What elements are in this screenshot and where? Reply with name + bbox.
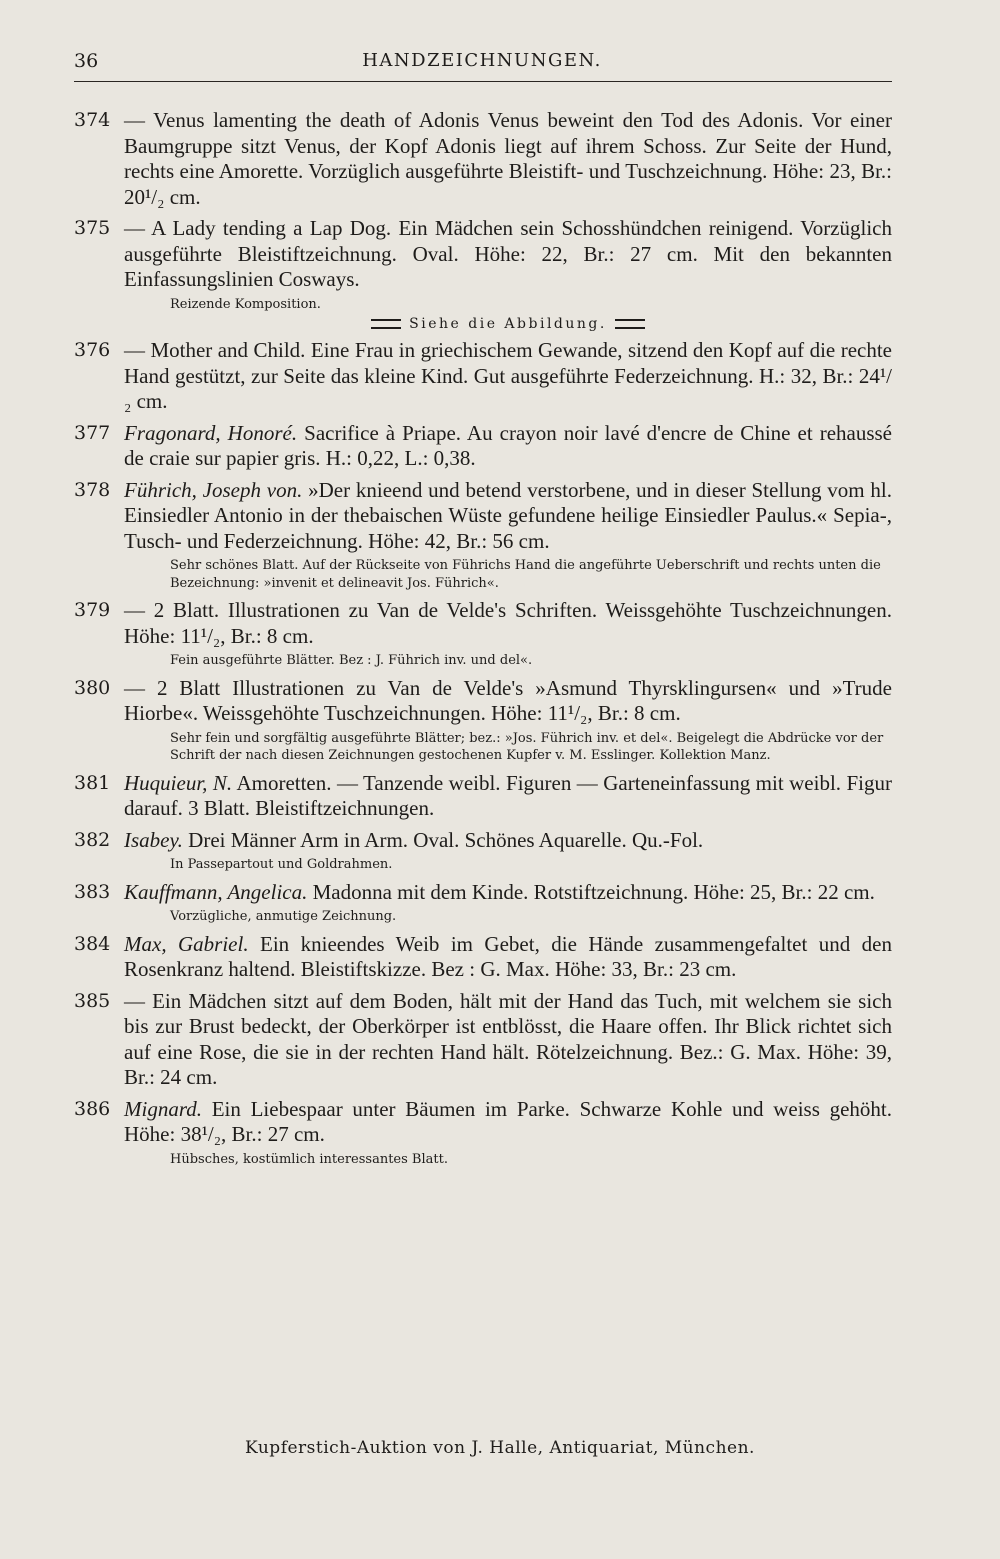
entry-number: 386 [74,1097,111,1120]
entry-description [124,478,892,555]
entry-description [124,771,892,822]
catalog-entry [0,338,892,415]
illustration-reference-text: Siehe die Abbildung. [409,316,607,332]
page-header [74,50,890,80]
artist-name: Mignard. [124,1096,202,1121]
entry-number: 384 [74,932,111,955]
double-rule-mark [615,319,645,329]
catalog-entry [0,421,892,472]
running-head: HANDZEICHNUNGEN. [362,50,602,71]
catalog-entry [0,108,892,210]
header-rule [74,81,892,82]
entry-text: — Mother and Child. Eine Frau in griechischem Gewande, sitzend den Kopf auf die rechte Hand gestützt, zur Seite das kleine Kind. Gut ausgeführte Federzeichnung. H.: 32, Br.: 24¹/₂ cm. [124,338,892,413]
entry-number: 380 [74,676,111,699]
entry-number: 375 [74,217,111,239]
catalog-entry [0,676,892,765]
entry-description [124,108,892,210]
catalog-entry [0,880,892,926]
entry-description [124,216,892,293]
catalog-entry [0,932,892,983]
entry-number: 374 [74,109,111,131]
entry-number: 381 [74,771,111,794]
entry-text: Ein knieendes Weib im Gebet, die Hände zusammengefaltet und den Rosenkranz haltend. Bleistiftskizze. Bez : G. Max. Höhe: 33, Br.: 23 cm. [124,931,893,981]
entry-note: Reizende Komposition. [170,296,321,312]
catalog-entry [0,598,892,670]
entry-number: 379 [74,599,111,621]
artist-name: Isabey. [124,827,183,852]
artist-name: Fragonard, Honoré. [124,420,298,445]
entry-text: »Der knieend und betend verstorbene, und in dieser Stellung vom hl. Einsiedler Antonio in der thebaischen Wüste gefundene heilige Einsiedler Paulus.« Sepia-, Tusch- und Federzeichnung. Höhe: 42, Br.: 56 cm. [124,477,892,553]
entry-number: 377 [74,421,111,444]
catalog-entry [0,478,892,593]
entry-text: — Venus lamenting the death of Adonis Venus beweint den Tod des Adonis. Vor einer Baumgruppe sitzt Venus, der Kopf Adonis liegt auf ihrem Schoss. Zur Seite der Hund, rechts eine Amorette. Vorzüglich ausgeführte Bleistift- und Tuschzeichnung. Höhe: 23, Br.: 20¹/₂ cm. [124,108,892,209]
entry-note: In Passepartout und Goldrahmen. [170,857,393,872]
catalog-entry [0,216,892,332]
artist-name: Max, Gabriel. [124,931,249,956]
entry-number: 385 [74,989,111,1012]
entry-description [124,932,892,983]
entry-text: — 2 Blatt. Illustrationen zu Van de Velde's Schriften. Weissgehöhte Tuschzeichnungen. Höhe: 11¹/₂, Br.: 8 cm. [124,598,892,648]
illustration-reference [124,316,892,332]
entry-note: Sehr fein und sorgfältig ausgeführte Blätter; bez.: »Jos. Führich inv. et del«. Beigelegt die Abdrücke vor der Schrift der nach diesen Zeichnungen gestochenen Kupfer v. M. Esslinger. Kollektion Manz. [170,730,884,763]
entry-note: Sehr schönes Blatt. Auf der Rückseite von Führichs Hand die angeführte Ueberschrift und rechts unten die Bezeichnung: »invenit et delineavit Jos. Führich«. [170,558,881,591]
entry-note: Vorzügliche, anmutige Zeichnung. [170,909,397,924]
entry-number: 378 [74,478,111,501]
page-number: 36 [74,50,99,72]
entry-number: 382 [74,828,111,851]
entry-text: — 2 Blatt Illustrationen zu Van de Velde's »Asmund Thyrsklingursen« und »Trude Hiorbe«. Weissgehöhte Tuschzeichnungen. Höhe: 11¹/₂, Br.: 8 cm. [124,675,892,725]
entry-text: Amoretten. — Tanzende weibl. Figuren — Garteneinfassung mit weibl. Figur darauf. 3 Blatt. Bleistiftzeichnungen. [124,770,892,820]
catalog-entries [0,108,1000,1174]
entry-description [124,880,892,906]
entry-number: 383 [74,880,111,903]
entry-description [124,598,892,649]
artist-name: Kauffmann, Angelica. [124,879,308,904]
entry-description [124,1097,892,1148]
entry-description [124,989,892,1091]
entry-description [124,828,892,854]
entry-text: Madonna mit dem Kinde. Rotstiftzeichnung. Höhe: 25, Br.: 22 cm. [312,879,875,904]
artist-name: Huquieur, N. [124,770,233,795]
entry-text: Sacrifice à Priape. Au crayon noir lavé d'encre de Chine et rehaussé de craie sur papier gris. H.: 0,22, L.: 0,38. [124,420,892,470]
entry-text: — Ein Mädchen sitzt auf dem Boden, hält mit der Hand das Tuch, mit welchem sie sich bis zur Brust bedeckt, der Oberkörper ist entblösst, die Haare offen. Ihr Blick richtet sich auf eine Rose, die sie in der rechten Hand hält. Rötelzeichnung. Bez.: G. Max. Höhe: 39, Br.: 24 cm. [124,988,892,1089]
entry-description [124,421,892,472]
entry-text: Drei Männer Arm in Arm. Oval. Schönes Aquarelle. Qu.-Fol. [188,827,704,852]
entry-note: Hübsches, kostümlich interessantes Blatt. [170,1151,448,1167]
entry-description [124,676,892,727]
entry-text: — A Lady tending a Lap Dog. Ein Mädchen sein Schosshündchen reinigend. Vorzüglich ausgeführte Bleistiftzeichnung. Oval. Höhe: 22, Br.: 27 cm. Mit den bekannten Einfassungslinien Cosways. [124,216,892,291]
footer-imprint: Kupferstich-Auktion von J. Halle, Antiquariat, München. [245,1438,755,1458]
entry-text: Ein Liebespaar unter Bäumen im Parke. Schwarze Kohle und weiss gehöht. Höhe: 38¹/₂, Br.: 27 cm. [124,1096,892,1146]
catalog-entry [0,989,892,1091]
catalog-entry [0,771,892,822]
artist-name: Führich, Joseph von. [124,477,303,502]
entry-number: 376 [74,339,111,361]
catalog-entry [0,1097,892,1169]
entry-note: Fein ausgeführte Blätter. Bez : J. Führich inv. und del«. [170,653,533,668]
catalog-entry [0,828,892,874]
entry-description [124,338,892,415]
double-rule-mark [371,319,401,329]
